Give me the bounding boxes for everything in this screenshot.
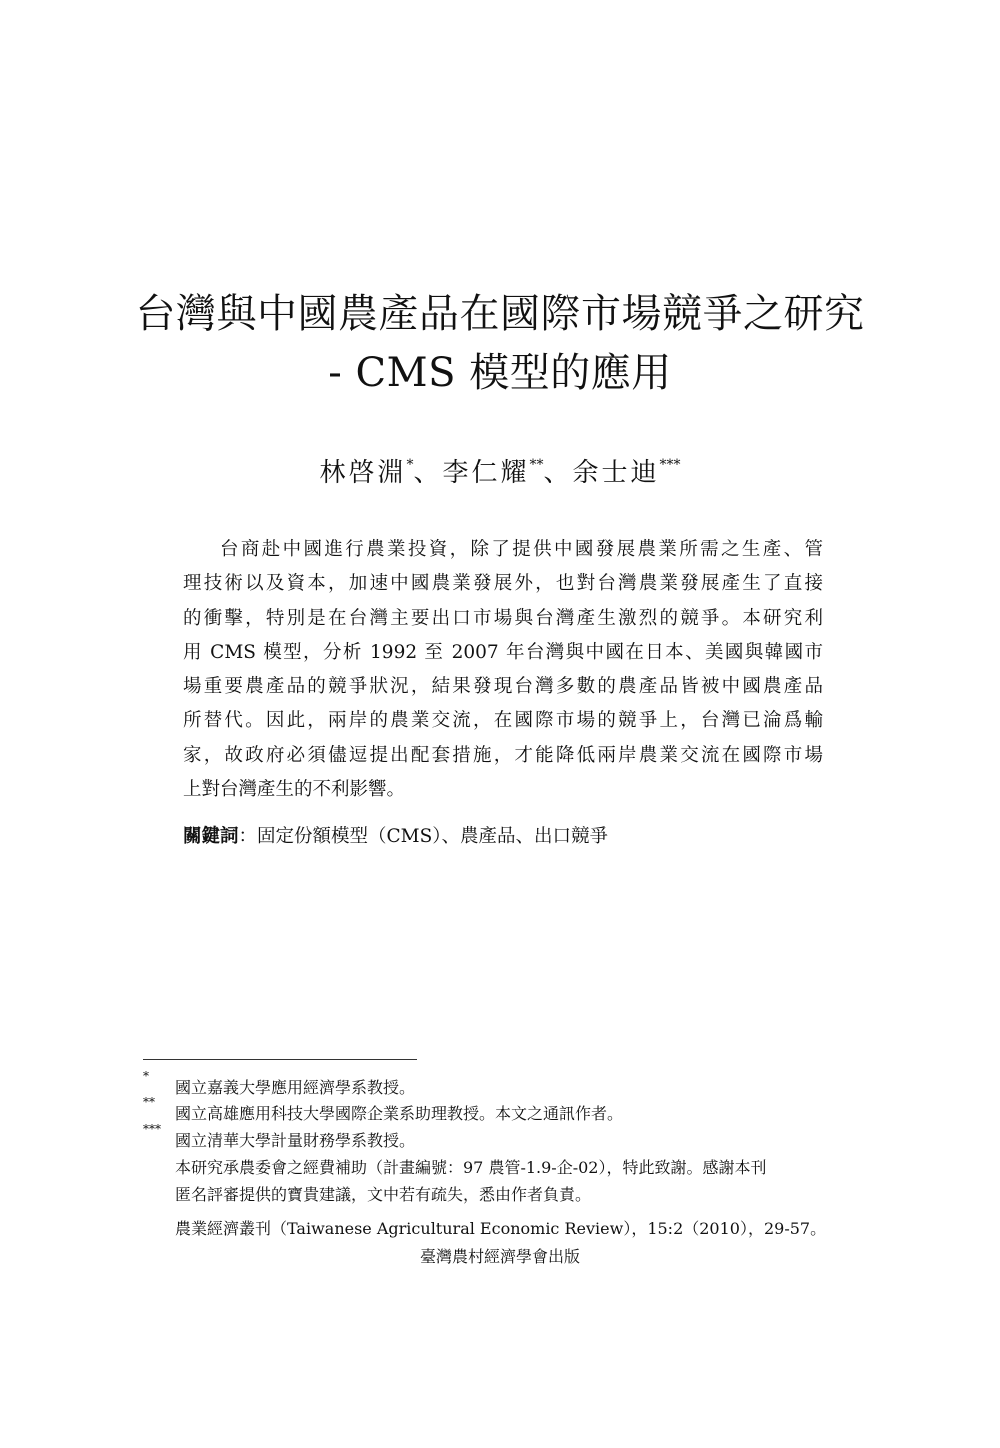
acknowledgement-line: 匿名評審提供的寶貴建議，文中若有疏失，悉由作者負責。 (175, 1185, 592, 1204)
abstract-line: 上對台灣產生的不利影響。 (183, 779, 406, 801)
footnote-text: 國立高雄應用科技大學國際企業系助理教授。本文之通訊作者。 (175, 1104, 624, 1123)
abstract-line: 用 CMS 模型，分析 1992 至 2007 年台灣與中國在日本、美國與韓國市 (183, 641, 823, 663)
footnote-mark: *** (143, 1122, 161, 1136)
footnote-text: 國立嘉義大學應用經濟學系教授。 (175, 1078, 416, 1097)
author-name: 林啓淵 (319, 458, 407, 488)
paper-title-line-2: - CMS 模型的應用 (328, 350, 672, 396)
footnote-text: 國立清華大學計量財務學系教授。 (175, 1131, 416, 1150)
author-list (0, 453, 1000, 493)
author-footnote-mark: ** (529, 457, 544, 473)
keywords-text: ：固定份額模型（CMS）、農產品、出口競爭 (238, 826, 609, 847)
keywords (183, 820, 608, 854)
abstract-line: 場重要農產品的競爭狀況，結果發現台灣多數的農產品皆被中國農產品 (183, 676, 823, 698)
journal-citation: 農業經濟叢刊（Taiwanese Agricultural Economic Review），15:2（2010），29-57。 (175, 1219, 827, 1238)
abstract-line: 理技術以及資本，加速中國農業發展外，也對台灣農業發展產生了直接 (183, 573, 823, 595)
paper-title-line-1: 台灣與中國農產品在國際市場競爭之研究 (135, 291, 865, 337)
footnote-mark: * (143, 1069, 149, 1083)
acknowledgement-line: 本研究承農委會之經費補助（計畫編號：97 農管-1.9-企-02），特此致謝。感謝本刊 (175, 1158, 767, 1177)
abstract-line: 家，故政府必須儘逗提出配套措施，才能降低兩岸農業交流在國際市場 (183, 744, 823, 766)
author-footnote-mark: *** (659, 457, 681, 473)
author-separator: 、 (543, 458, 573, 488)
keywords-label: 關鍵詞 (183, 826, 239, 847)
footnote-divider (143, 1059, 417, 1060)
abstract (183, 533, 823, 807)
abstract-line: 台商赴中國進行農業投資，除了提供中國發展農業所需之生產、管 (220, 539, 823, 560)
author-name: 李仁耀 (442, 458, 530, 488)
author-footnote-mark: * (406, 457, 414, 473)
author-name: 余士迪 (572, 458, 660, 488)
abstract-line: 的衝擊，特別是在台灣主要出口市場與台灣產生激烈的競爭。本研究利 (183, 607, 823, 629)
footnote-mark: ** (143, 1095, 155, 1109)
abstract-line: 所替代。因此，兩岸的農業交流，在國際市場的競爭上，台灣已淪爲輸 (183, 710, 823, 732)
author-separator: 、 (413, 458, 443, 488)
journal-publisher: 臺灣農村經濟學會出版 (419, 1247, 580, 1266)
